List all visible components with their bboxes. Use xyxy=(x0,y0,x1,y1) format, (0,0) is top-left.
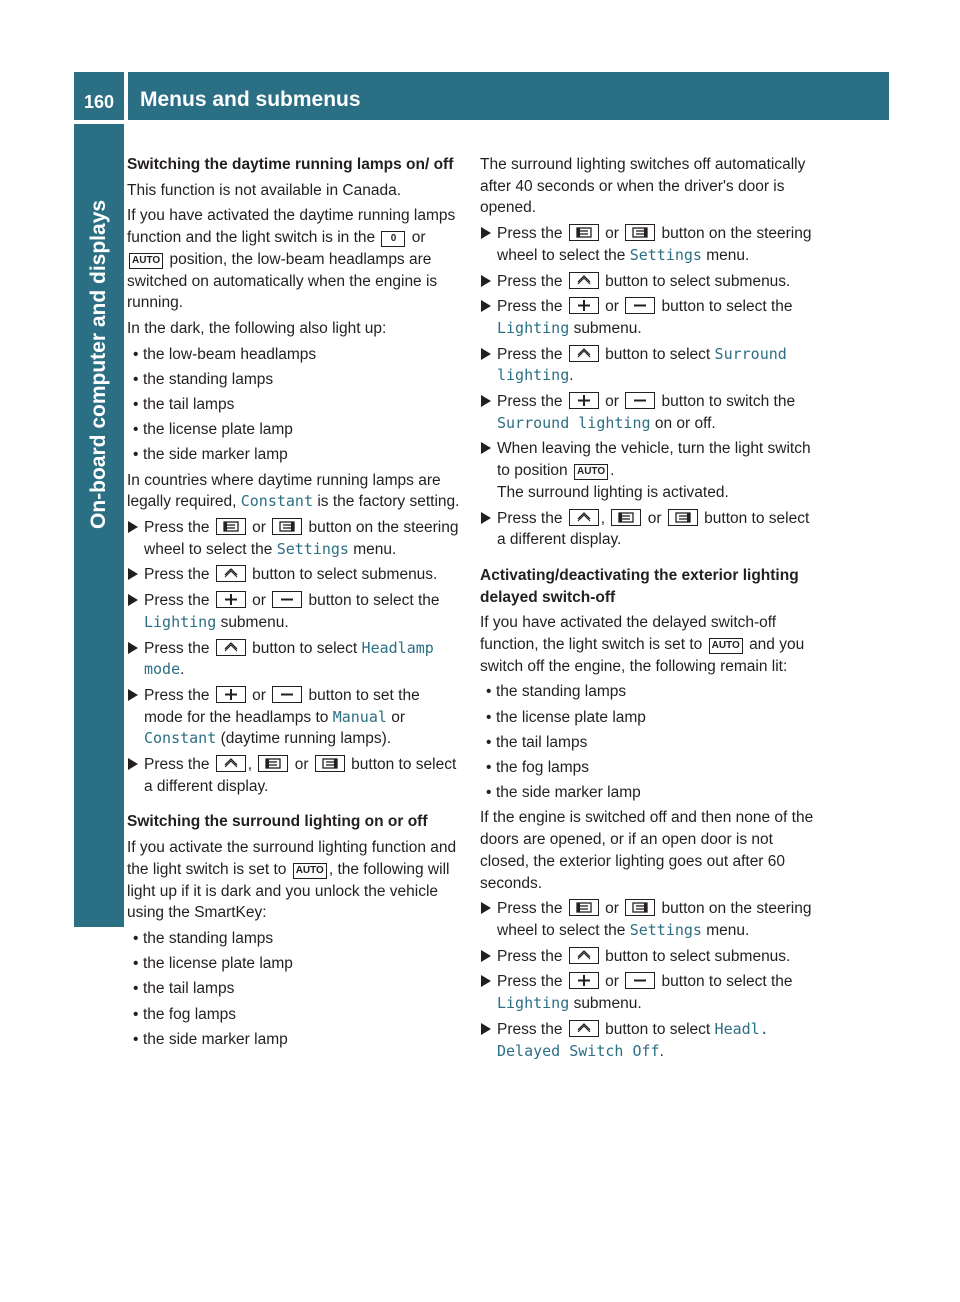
menu-right-button-icon xyxy=(272,518,302,535)
instruction-step: Press the , or button to select a different display. xyxy=(480,508,815,551)
plus-button-icon xyxy=(216,591,246,608)
instruction-step: Press the button to select submenus. xyxy=(480,271,815,293)
instruction-step: Press the or button to switch the Surround lighting on or off. xyxy=(480,391,815,434)
list-item: • the tail lamps xyxy=(480,732,815,754)
list-item: • the license plate lamp xyxy=(480,707,815,729)
bullet-list xyxy=(480,681,815,804)
right-column xyxy=(480,154,815,1066)
minus-button-icon xyxy=(625,297,655,314)
list-item: • the standing lamps xyxy=(127,928,461,950)
list-item: • the standing lamps xyxy=(480,681,815,703)
menu-right-button-icon xyxy=(625,224,655,241)
plus-button-icon xyxy=(569,297,599,314)
side-tab-label-wrap xyxy=(74,124,124,927)
step-arrow-icon xyxy=(481,1023,491,1035)
up-down-button-icon xyxy=(569,947,599,964)
list-item: • the fog lamps xyxy=(127,1004,461,1026)
display-text: Headl. Delayed Switch Off xyxy=(497,1019,769,1060)
auto-symbol: AUTO xyxy=(574,464,608,480)
display-text: Constant xyxy=(240,492,313,511)
step-arrow-icon xyxy=(128,758,138,770)
instruction-step: Press the or button on the steering wheel to select the Settings menu. xyxy=(480,898,815,941)
instruction-step: Press the button to select submenus. xyxy=(127,564,461,586)
plus-button-icon xyxy=(569,392,599,409)
step-arrow-icon xyxy=(128,568,138,580)
paragraph: If you activate the surround lighting function and the light switch is set to AUTO , the following will light up if it is dark and you unlock the vehicle using the SmartKey: xyxy=(127,839,457,922)
step-arrow-icon xyxy=(481,300,491,312)
list-item: • the low-beam headlamps xyxy=(127,344,461,366)
step-arrow-icon xyxy=(481,950,491,962)
minus-button-icon xyxy=(272,686,302,703)
display-text: Manual xyxy=(332,707,387,726)
display-text: Surround lighting xyxy=(497,413,651,432)
list-item: • the license plate lamp xyxy=(127,419,461,441)
section-heading-delayed-switch-off: Activating/deactivating the exterior lighting delayed switch-off xyxy=(480,566,799,606)
section-heading-surround: Switching the surround lighting on or off xyxy=(127,813,428,831)
display-text: Lighting xyxy=(497,994,570,1013)
switch-zero-symbol: 0 xyxy=(381,231,405,247)
step-arrow-icon xyxy=(128,521,138,533)
paragraph: If you have activated the delayed switch-off function, the light switch is set to AUTO and you switch off the engine, the following remain lit: xyxy=(480,614,805,675)
step-arrow-icon xyxy=(128,642,138,654)
paragraph: This function is not available in Canada. xyxy=(127,181,401,199)
menu-left-button-icon xyxy=(569,224,599,241)
menu-left-button-icon xyxy=(258,755,288,772)
step-arrow-icon xyxy=(481,348,491,360)
list-item: • the tail lamps xyxy=(127,394,461,416)
step-arrow-icon xyxy=(481,975,491,987)
up-down-button-icon xyxy=(569,272,599,289)
paragraph: If the engine is switched off and then none of the doors are opened, or if an open door is not closed, the exterior lighting goes out after 60 seconds. xyxy=(480,809,814,892)
menu-left-button-icon xyxy=(216,518,246,535)
paragraph: In countries where daytime running lamps are legally required, Constant is the factory setting. xyxy=(127,471,460,511)
section-heading-daytime: Switching the daytime running lamps on/ off xyxy=(127,156,454,173)
menu-left-button-icon xyxy=(611,509,641,526)
paragraph: If you have activated the daytime running lamps function and the light switch is in the 0 or AUTO position, the low-beam headlamps are switched on automatically when the engine is running. xyxy=(127,207,456,312)
instruction-step: Press the button to select Headlamp mode. xyxy=(127,638,461,681)
step-arrow-icon xyxy=(481,512,491,524)
list-item: • the side marker lamp xyxy=(127,1029,461,1051)
menu-right-button-icon xyxy=(668,509,698,526)
list-item: • the side marker lamp xyxy=(480,782,815,804)
minus-button-icon xyxy=(625,392,655,409)
list-item: • the fog lamps xyxy=(480,757,815,779)
page-title: Menus and submenus xyxy=(140,88,361,111)
plus-button-icon xyxy=(569,972,599,989)
instruction-step: When leaving the vehicle, turn the light switch to position AUTO . The surround lighting is activated. xyxy=(480,438,815,503)
instruction-step: Press the or button to select the Lighting submenu. xyxy=(480,971,815,1014)
instruction-step: Press the or button on the steering wheel to select the Settings menu. xyxy=(127,517,461,560)
list-item: • the standing lamps xyxy=(127,369,461,391)
menu-left-button-icon xyxy=(569,899,599,916)
menu-right-button-icon xyxy=(625,899,655,916)
bullet-list xyxy=(127,928,461,1051)
instruction-step: Press the or button to select the Lighting submenu. xyxy=(480,296,815,339)
step-arrow-icon xyxy=(481,275,491,287)
display-text: Headlamp mode xyxy=(144,638,434,679)
plus-button-icon xyxy=(216,686,246,703)
paragraph: The surround lighting switches off automatically after 40 seconds or when the driver's door is opened. xyxy=(480,156,806,217)
step-arrow-icon xyxy=(481,442,491,454)
instruction-step: Press the , or button to select a different display. xyxy=(127,754,461,797)
menu-right-button-icon xyxy=(315,755,345,772)
display-text: Constant xyxy=(144,729,217,748)
up-down-button-icon xyxy=(216,565,246,582)
side-tab-label: On-board computer and displays xyxy=(87,199,110,529)
step-arrow-icon xyxy=(481,227,491,239)
display-text: Settings xyxy=(276,539,349,558)
auto-symbol: AUTO xyxy=(709,638,743,654)
list-item: • the license plate lamp xyxy=(127,953,461,975)
instruction-step: Press the or button to select the Lighting submenu. xyxy=(127,590,461,633)
up-down-button-icon xyxy=(216,755,246,772)
auto-symbol: AUTO xyxy=(293,863,327,879)
left-column xyxy=(127,154,461,1054)
page-number: 160 xyxy=(83,92,115,112)
minus-button-icon xyxy=(272,591,302,608)
instruction-step: Press the button to select Surround lighting. xyxy=(480,344,815,387)
up-down-button-icon xyxy=(216,639,246,656)
step-arrow-icon xyxy=(481,395,491,407)
display-text: Surround lighting xyxy=(497,344,787,385)
instruction-step: Press the button to select submenus. xyxy=(480,946,815,968)
list-item: • the side marker lamp xyxy=(127,444,461,466)
minus-button-icon xyxy=(625,972,655,989)
bullet-list xyxy=(127,344,461,467)
instruction-step: Press the or button on the steering wheel to select the Settings menu. xyxy=(480,223,815,266)
instruction-step: Press the or button to set the mode for the headlamps to Manual or Constant (daytime running lamps). xyxy=(127,685,461,750)
up-down-button-icon xyxy=(569,509,599,526)
up-down-button-icon xyxy=(569,345,599,362)
display-text: Lighting xyxy=(497,318,570,337)
step-arrow-icon xyxy=(128,594,138,606)
auto-symbol: AUTO xyxy=(129,253,163,269)
display-text: Lighting xyxy=(144,612,217,631)
list-item: • the tail lamps xyxy=(127,978,461,1000)
display-text: Settings xyxy=(629,921,702,939)
instruction-step: Press the button to select Headl. Delayed Switch Off. xyxy=(480,1019,815,1062)
up-down-button-icon xyxy=(569,1020,599,1037)
paragraph: In the dark, the following also light up: xyxy=(127,319,387,337)
step-arrow-icon xyxy=(128,689,138,701)
header-separator xyxy=(124,72,128,120)
display-text: Settings xyxy=(629,245,702,264)
step-arrow-icon xyxy=(481,902,491,914)
